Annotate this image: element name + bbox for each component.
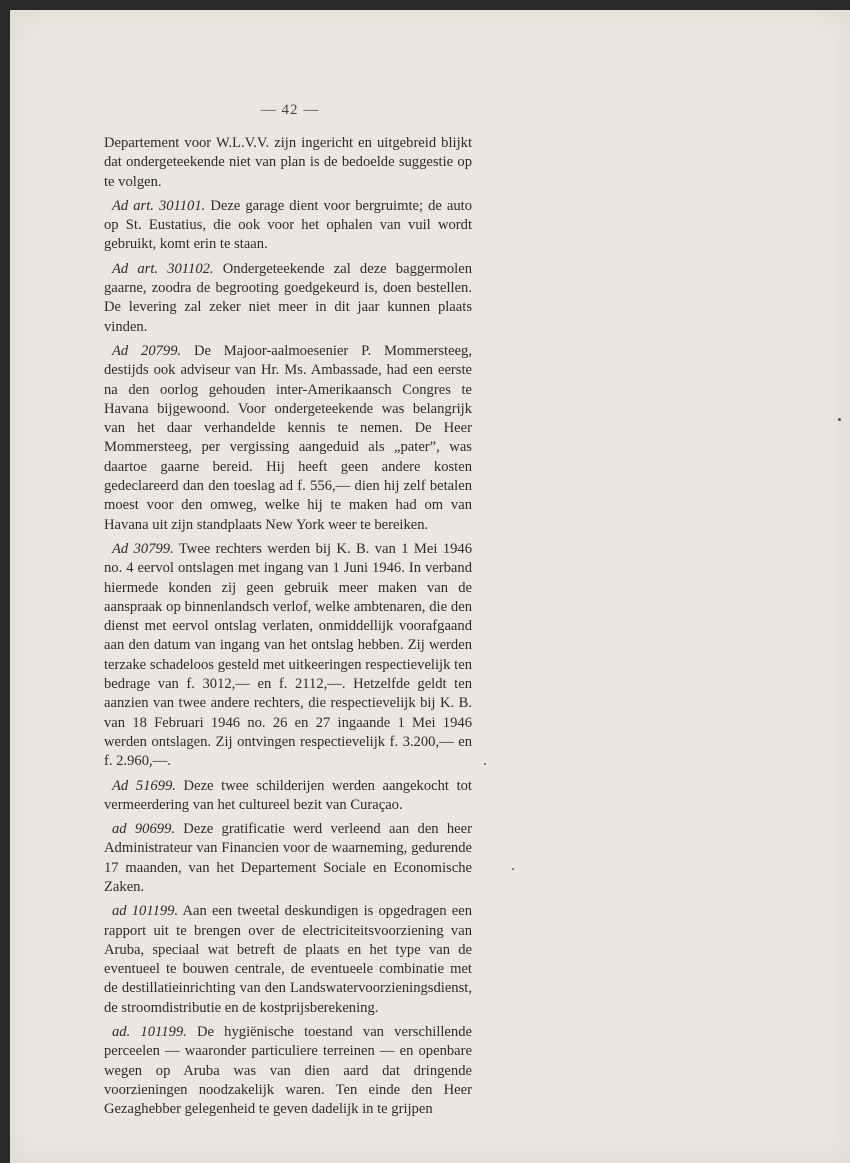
paragraph-ref: Ad 30799. [112, 540, 174, 557]
paragraph-6 [104, 777, 472, 816]
paragraph-5 [104, 540, 472, 772]
paragraph-text: Deze garage dient voor bergruimte; de auto op St. Eustatius, die ook voor het ophalen van vuil wordt gebruikt, komt erin te staan. [104, 197, 472, 253]
page-number: — 42 — [260, 102, 320, 118]
paragraph-1 [104, 134, 472, 192]
paragraph-text: De Majoor-aalmoesenier P. Mommersteeg, destijds ook adviseur van Hr. Ms. Ambassade, had een eerste na den oorlog gehouden inter-Amerikaansch Congres te Havana bijgewoond. Voor ondergeteekende was belangrijk van het daar verhandelde kennis te nemen. De Heer Mommersteeg, per vergissing aangeduid als „pater”, was daartoe gaarne bereid. Hij heeft geen andere kosten gedeclareerd dan den toeslag ad f. 556,— dien hij zelf betalen moest voor den omweg, welke hij te maken had om van Havana uit zijn standplaats New York weer te bereiken. [104, 342, 472, 533]
text-column [104, 134, 472, 1125]
paper-speck [484, 763, 486, 765]
paragraph-2 [104, 197, 472, 255]
paragraph-text: Deze twee schilderijen werden aangekocht tot vermeerdering van het cultureel bezit van Curaçao. [104, 777, 472, 813]
paragraph-7 [104, 820, 472, 897]
document-page [10, 10, 850, 1163]
paragraph-ref: Ad art. 301102. [112, 260, 214, 277]
paragraph-8 [104, 902, 472, 1018]
paragraph-ref: ad. 101199. [112, 1024, 187, 1041]
paragraph-ref: ad 101199. [112, 903, 179, 920]
paragraph-text: Ondergeteekende zal deze baggermolen gaarne, zoodra de begrooting goedgekeurd is, doen bestellen. De levering zal zeker niet meer in dit jaar kunnen plaats vinden. [104, 260, 472, 335]
paragraph-text: Aan een tweetal deskundigen is opgedragen een rapport uit te brengen over de electriciteitsvoorziening van Aruba, speciaal wat betreft de plaats en het type van de eventueel te bouwen centrale, de eventueele combinatie met de destillatieinrichting van den Landswatervoorzieningsdienst, de stroomdistributie en de kostprijsberekening. [104, 903, 472, 1016]
paragraph-text: De hygiënische toestand van verschillende perceelen — waaronder particuliere terreinen — en openbare wegen op Aruba was van dien aard dat dringende voorzieningen noodzakelijk waren. Ten einde den Heer Gezaghebber gelegenheid te geven dadelijk in te grijpen [104, 1024, 472, 1118]
paragraph-ref: Ad art. 301101. [112, 197, 206, 214]
paragraph-ref: ad 90699. [112, 821, 176, 838]
paragraph-3 [104, 260, 472, 337]
paragraph-text: Deze gratificatie werd verleend aan den heer Administrateur van Financien voor de waarneming, gedurende 17 maanden, van het Departement Sociale en Economische Zaken. [104, 821, 472, 895]
paragraph-ref: Ad 51699. [112, 777, 176, 794]
paragraph-text: Twee rechters werden bij K. B. van 1 Mei 1946 no. 4 eervol ontslagen met ingang van 1 Juni 1946. In verband hiermede konden zij geen gebruik meer maken van de aanspraak op binnenlandsch verlof, welke ambtenaren, die den dienst met eervol ontslag verlaten, onmiddellijk voorafgaand aan den datum van ingang van het ontslag hebben. Zij werden terzake schadeloos gesteld met uitkeeringen respectievelijk ten bedrage van f. 3012,— en f. 2112,—. Hetzelfde geldt ten aanzien van twee andere rechters, die respectievelijk bij K. B. van 18 Februari 1946 no. 26 en 27 ingaande 1 Mei 1946 werden ontslagen. Zij ontvingen respectievelijk f. 3.200,— en f. 2.960,—. [104, 540, 473, 770]
paragraph-ref: Ad 20799. [112, 342, 182, 359]
paper-speck [512, 868, 514, 870]
paragraph-text: Departement voor W.L.V.V. zijn ingericht en uitgebreid blijkt dat ondergeteekende niet van plan is de bedoelde suggestie op te volgen. [104, 135, 472, 190]
paper-speck [838, 418, 841, 421]
paragraph-9 [104, 1023, 472, 1119]
paragraph-4 [104, 342, 472, 535]
